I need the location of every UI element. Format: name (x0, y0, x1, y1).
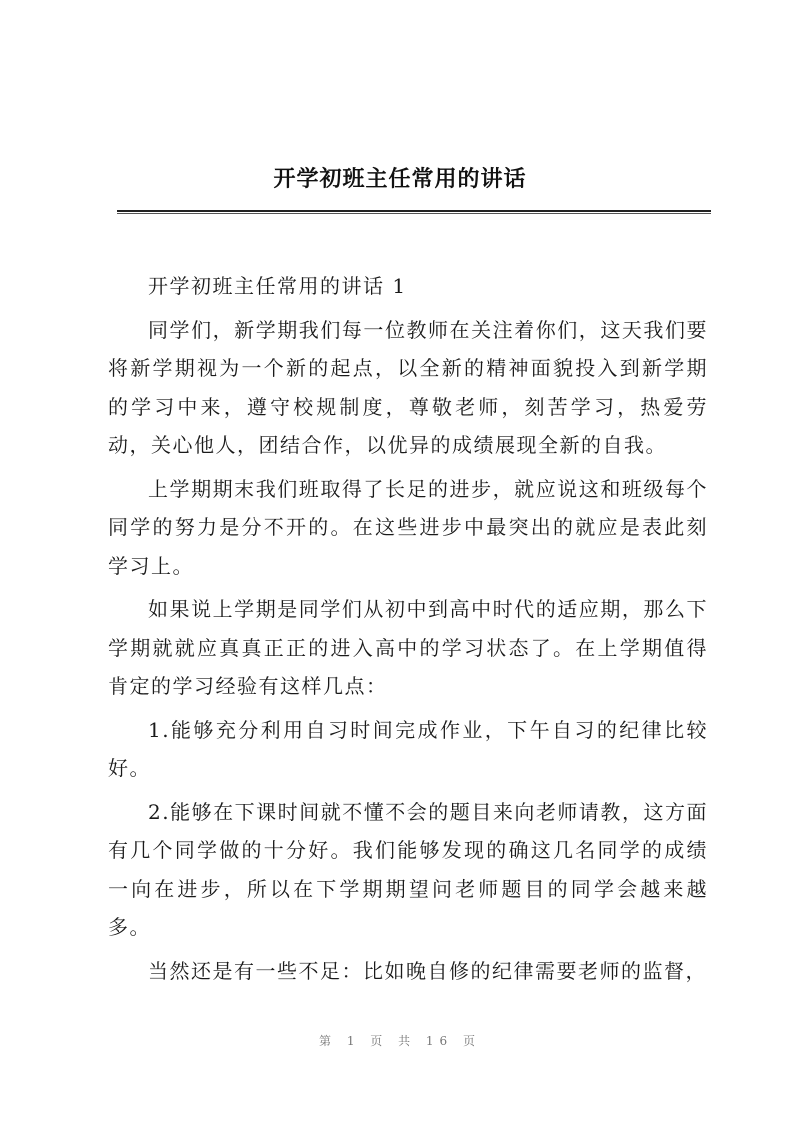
title-divider (117, 210, 711, 214)
document-title: 开学初班主任常用的讲话 (273, 167, 527, 192)
paragraph: 如果说上学期是同学们从初中到高中时代的适应期，那么下学期就就应真真正正的进入高中的学习状态了。在上学期值得肯定的学习经验有这样几点： (108, 597, 708, 698)
paragraph: 同学们，新学期我们每一位教师在关注着你们，这天我们要将新学期视为一个新的起点，以全新的精神面貌投入到新学期的学习中来，遵守校规制度，尊敬老师，刻苦学习，热爱劳动，关心他人，团结合作，以优异的成绩展现全新的自我。 (108, 317, 708, 457)
section-heading: 开学初班主任常用的讲话 1 (148, 274, 407, 298)
list-item: 2.能够在下课时间就不懂不会的题目来向老师请教，这方面有几个同学做的十分好。我们能够发现的确这几名同学的成绩一向在进步，所以在下学期期望问老师题目的同学会越来越多。 (108, 799, 708, 939)
document-body (108, 267, 708, 995)
page-number-footer: 第 1 页 共 16 页 (319, 1034, 481, 1048)
paragraph: 上学期期末我们班取得了长足的进步，就应说这和班级每个同学的努力是分不开的。在这些进步中最突出的就应是表此刻学习上。 (108, 476, 708, 578)
list-item: 1.能够充分利用自习时间完成作业，下午自习的纪律比较好。 (108, 717, 708, 780)
paragraph: 当然还是有一些不足：比如晚自修的纪律需要老师的监督， (148, 958, 707, 983)
